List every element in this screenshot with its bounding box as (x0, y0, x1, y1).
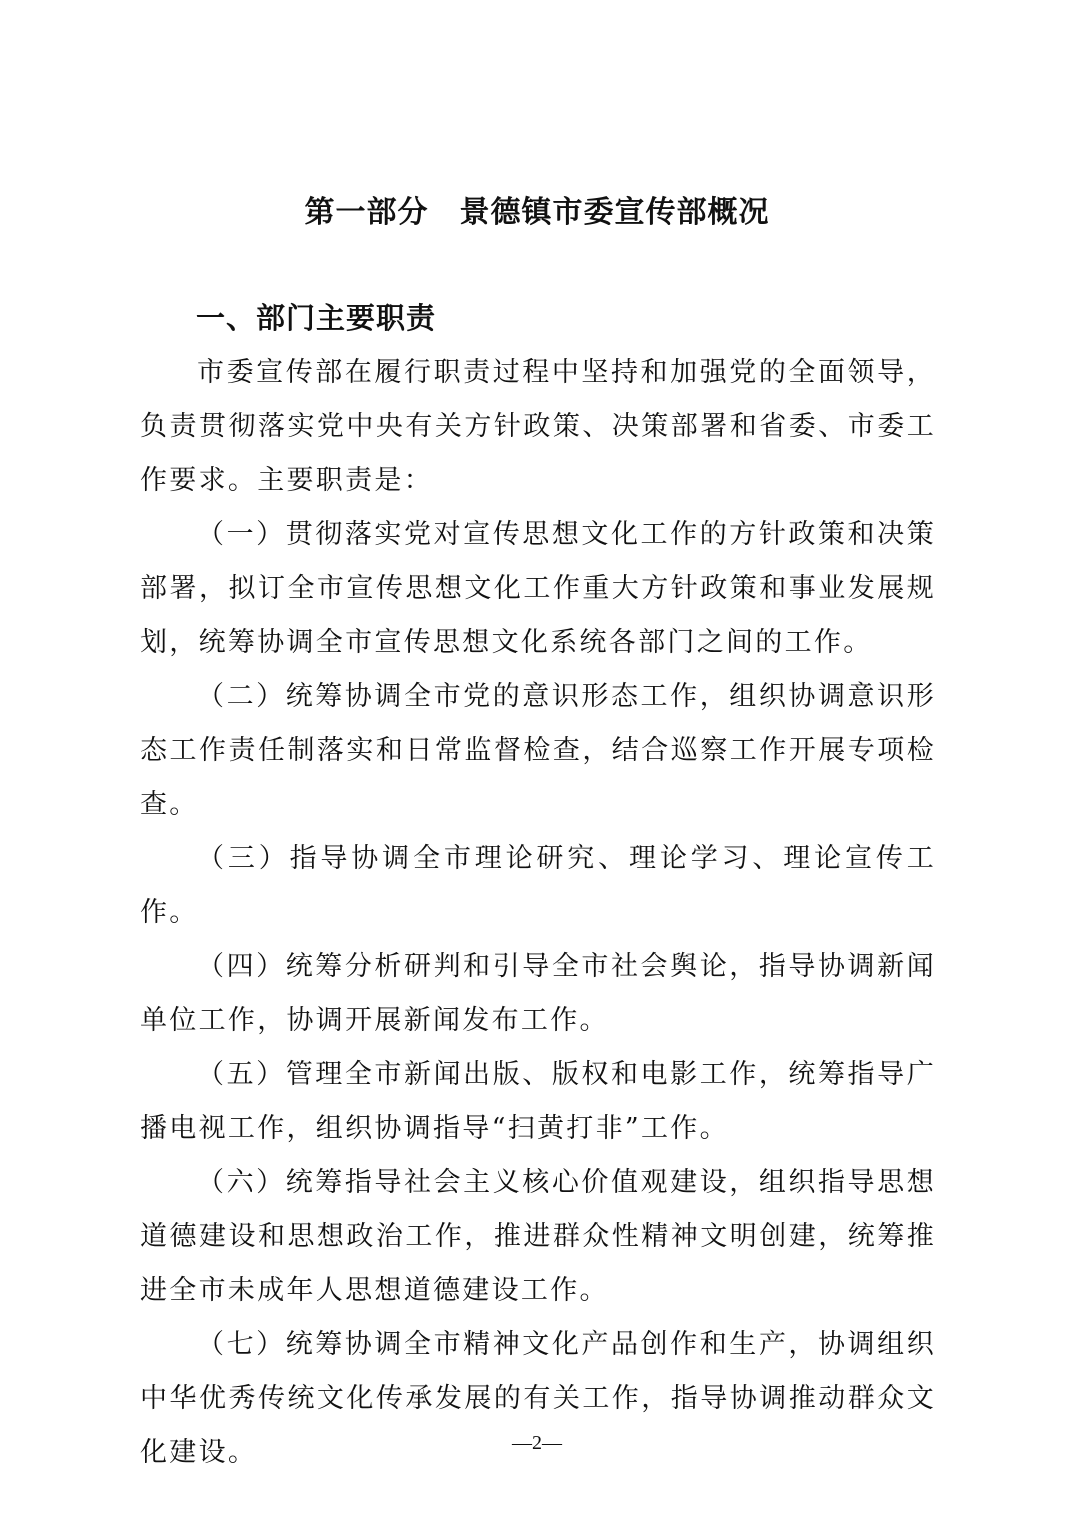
paragraph-intro: 市委宣传部在履行职责过程中坚持和加强党的全面领导，负责贯彻落实党中央有关方针政策、决策部署和省委、市委工作要求。主要职责是： (140, 357, 936, 496)
section-heading: 一、部门主要职责 (196, 301, 437, 335)
paragraph-duty-4: （四）统筹分析研判和引导全市社会舆论，指导协调新闻单位工作，协调开展新闻发布工作。 (140, 951, 936, 1036)
paragraph-duty-2: （二）统筹协调全市党的意识形态工作，组织协调意识形态工作责任制落实和日常监督检查，结合巡察工作开展专项检查。 (140, 681, 936, 820)
page-number: —2— (512, 1432, 562, 1454)
paragraph-duty-5: （五）管理全市新闻出版、版权和电影工作，统筹指导广播电视工作，组织协调指导“扫黄打非”工作。 (140, 1059, 936, 1144)
paragraph-duty-6: （六）统筹指导社会主义核心价值观建设，组织指导思想道德建设和思想政治工作，推进群众性精神文明创建，统筹推进全市未成年人思想道德建设工作。 (140, 1167, 936, 1306)
body-text (140, 346, 936, 1480)
paragraph-duty-1: （一）贯彻落实党对宣传思想文化工作的方针政策和决策部署，拟订全市宣传思想文化工作重大方针政策和事业发展规划，统筹协调全市宣传思想文化系统各部门之间的工作。 (140, 519, 936, 658)
paragraph-duty-3: （三）指导协调全市理论研究、理论学习、理论宣传工作。 (140, 843, 936, 928)
page-title: 第一部分 景德镇市委宣传部概况 (304, 195, 770, 230)
paragraph-duty-7: （七）统筹协调全市精神文化产品创作和生产，协调组织中华优秀传统文化传承发展的有关工作，指导协调推动群众文化建设。 (140, 1329, 936, 1468)
